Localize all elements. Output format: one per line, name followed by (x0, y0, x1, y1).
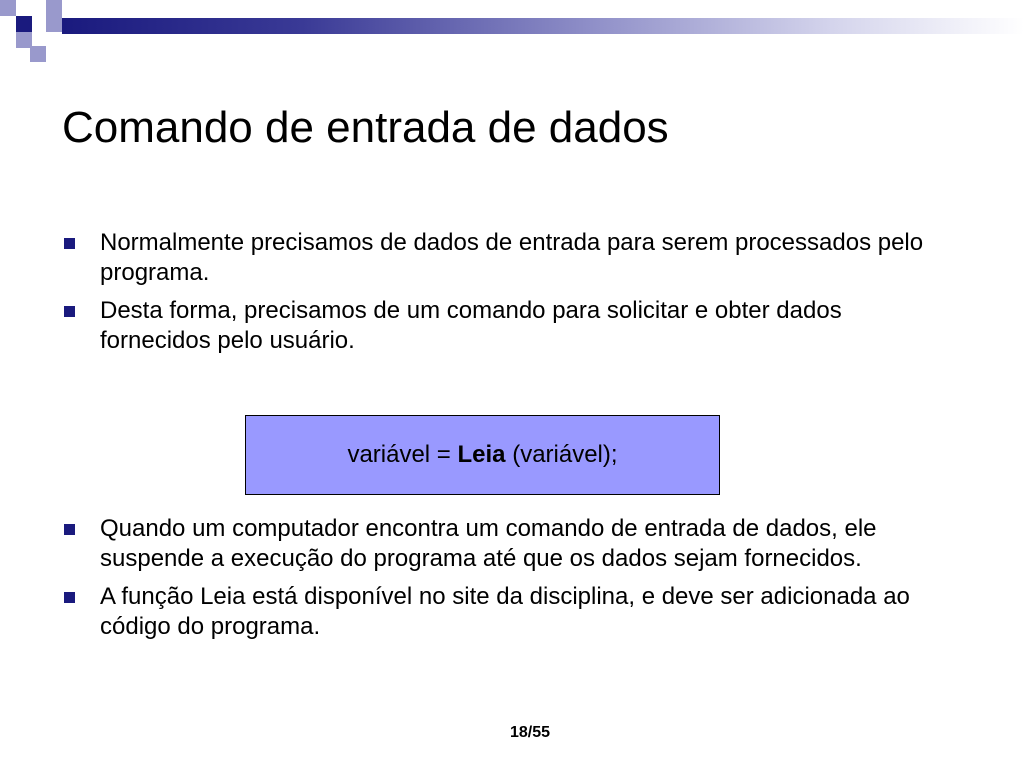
code-after: (variável); (505, 441, 618, 468)
square-bullet-icon (64, 524, 75, 535)
bullet-text: Desta forma, precisamos de um comando para solicitar e obter dados fornecidos pelo usuário. (100, 297, 842, 354)
bullet-list-top (62, 228, 942, 364)
corner-decoration (0, 0, 1024, 70)
bullet-text: A função Leia está disponível no site da disciplina, e deve ser adicionada ao código do programa. (100, 583, 910, 640)
code-keyword: Leia (457, 441, 506, 468)
slide-title: Comando de entrada de dados (62, 103, 669, 152)
bullet-text: Quando um computador encontra um comando de entrada de dados, ele suspende a execução do programa até que os dados sejam fornecidos. (100, 515, 877, 572)
decor-square (30, 46, 46, 62)
header-gradient-bar (62, 18, 1024, 34)
code-syntax-box (245, 415, 720, 495)
bullet-item (62, 296, 942, 356)
code-text (347, 441, 617, 469)
decor-square (46, 16, 62, 32)
bullet-item (62, 582, 942, 642)
code-before: variável = (347, 441, 458, 468)
bullet-text: Normalmente precisamos de dados de entrada para serem processados pelo programa. (100, 229, 924, 286)
decor-square (0, 0, 16, 16)
bullet-item (62, 228, 942, 288)
square-bullet-icon (64, 238, 75, 249)
square-bullet-icon (64, 306, 75, 317)
bullet-list-bottom (62, 514, 942, 650)
decor-square (46, 0, 62, 16)
bullet-item (62, 514, 942, 574)
page-number: 18/55 (509, 724, 551, 741)
decor-square (16, 16, 32, 32)
square-bullet-icon (64, 592, 75, 603)
